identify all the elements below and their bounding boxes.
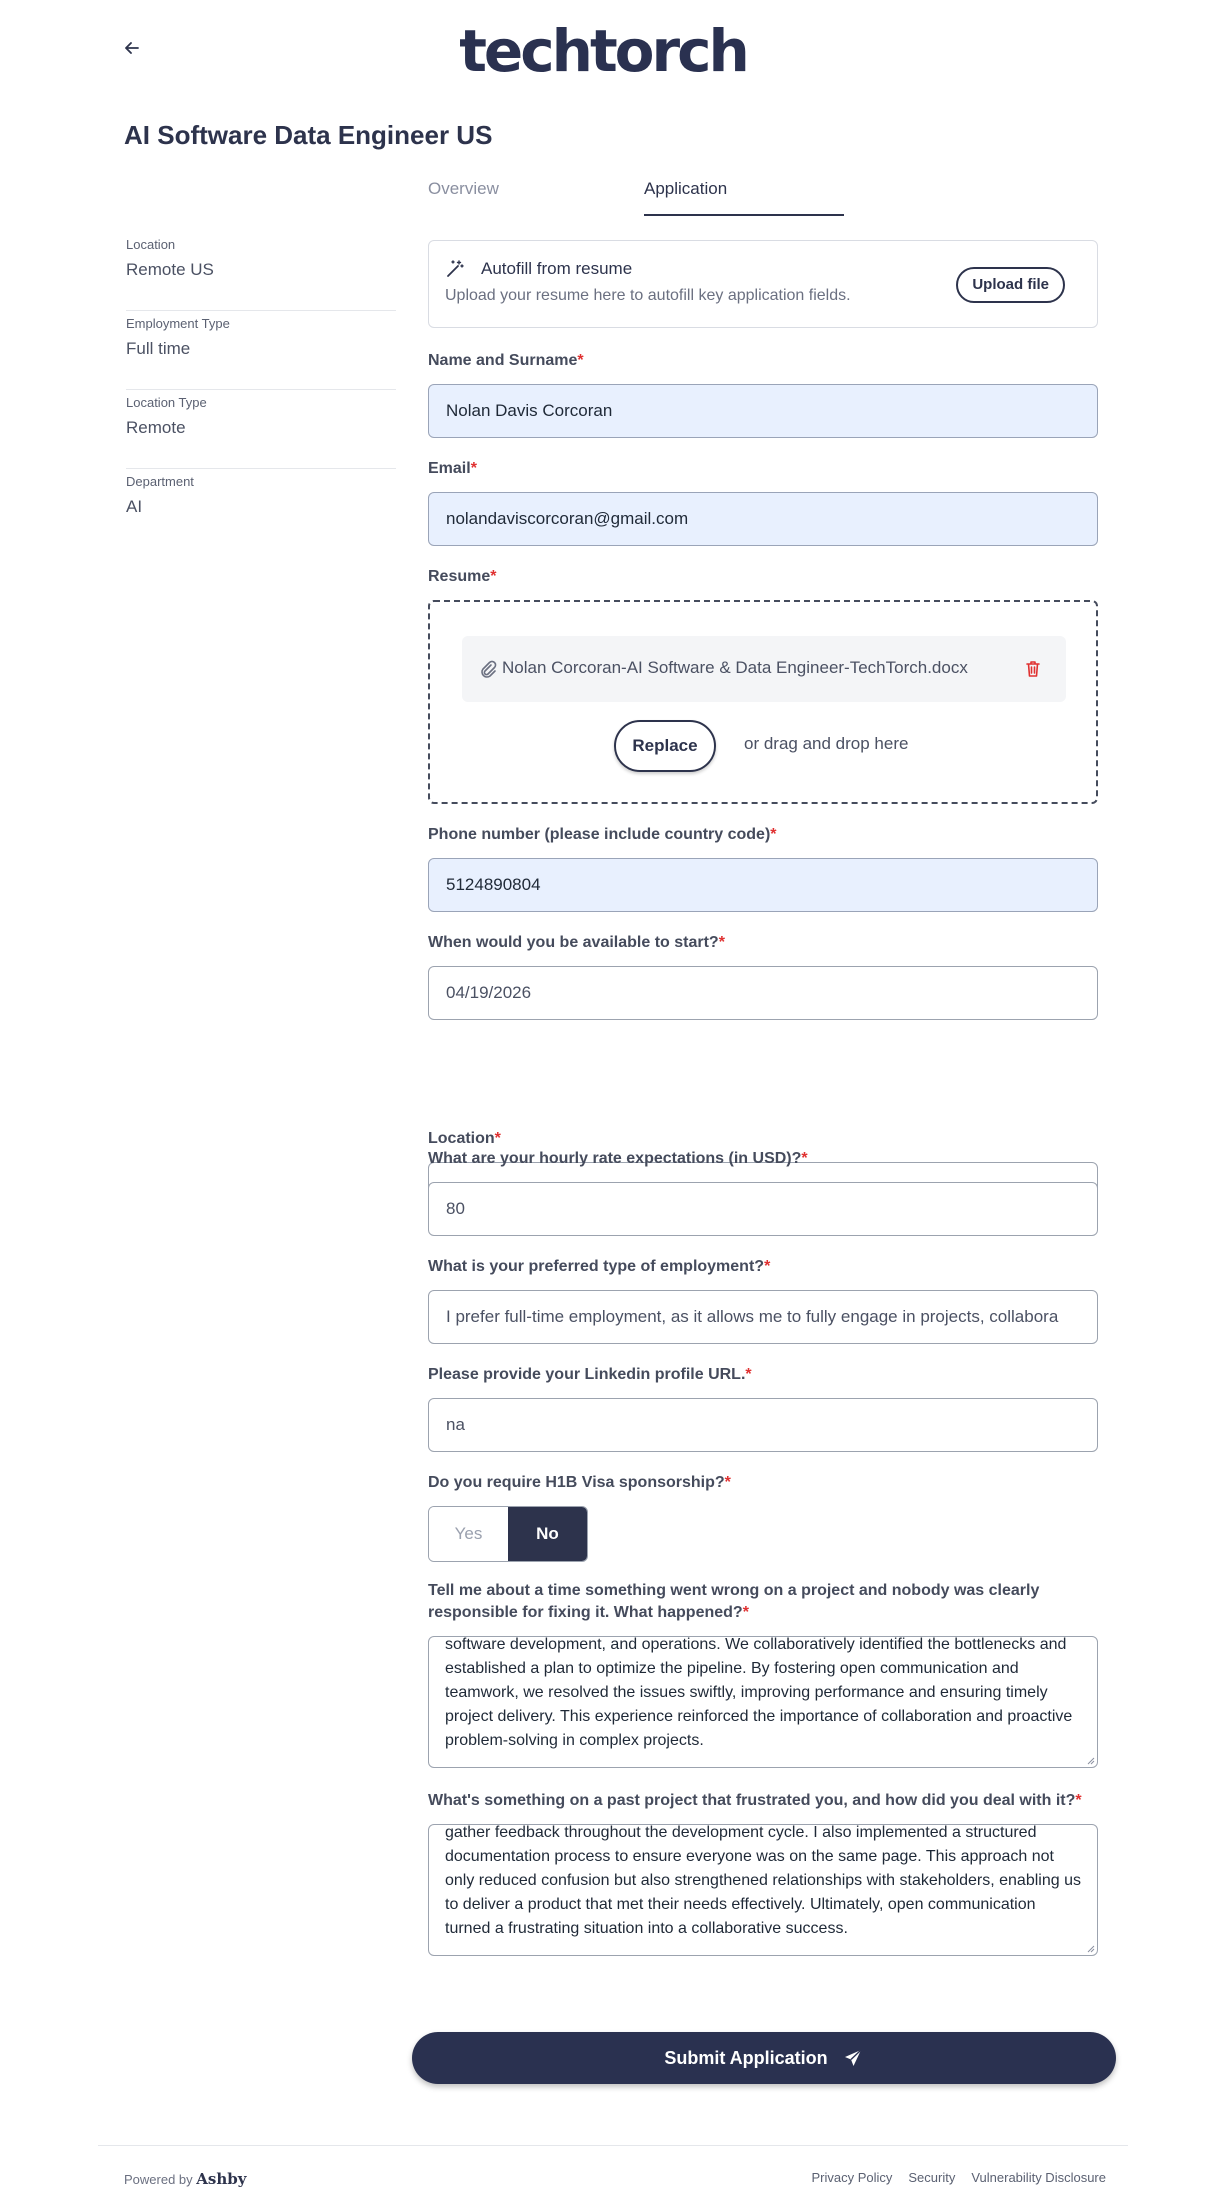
field-label: Tell me about a time something went wrong on a project and nobody was clearly responsible for fixing it. What happened?* bbox=[428, 1582, 1040, 1621]
email-field-group bbox=[428, 458, 1098, 546]
field-label: Email* bbox=[428, 460, 477, 477]
autofill-panel bbox=[428, 240, 1098, 328]
tab-overview[interactable]: Overview bbox=[428, 179, 499, 198]
phone-input[interactable]: 5124890804 bbox=[428, 858, 1098, 912]
field-label: Resume* bbox=[428, 568, 497, 585]
sidebar-item-value: Full time bbox=[126, 339, 191, 358]
magic-wand-icon bbox=[445, 259, 465, 279]
page-title: AI Software Data Engineer US bbox=[124, 120, 493, 150]
sidebar-item-employment-type bbox=[126, 311, 396, 390]
visa-field-group bbox=[428, 1472, 1098, 1562]
autofill-title: Autofill from resume bbox=[481, 259, 633, 278]
uploaded-file bbox=[462, 636, 1066, 702]
visa-yes-option[interactable]: Yes bbox=[429, 1507, 508, 1561]
visa-no-option[interactable]: No bbox=[508, 1507, 587, 1561]
required-asterisk: * bbox=[470, 460, 477, 477]
paperclip-icon bbox=[478, 659, 498, 679]
name-input[interactable]: Nolan Davis Corcoran bbox=[428, 384, 1098, 438]
vulnerability-disclosure-link[interactable]: Vulnerability Disclosure bbox=[971, 2170, 1106, 2185]
resume-field-group bbox=[428, 566, 1098, 804]
resume-dropzone[interactable] bbox=[428, 600, 1098, 804]
footer-links bbox=[811, 2170, 1106, 2185]
required-asterisk: * bbox=[718, 934, 725, 951]
field-label: What are your hourly rate expectations (in USD)?* bbox=[428, 1150, 808, 1167]
ashby-logo[interactable]: Ashby bbox=[196, 2170, 247, 2188]
linkedin-input[interactable]: na bbox=[428, 1398, 1098, 1452]
field-label: Do you require H1B Visa sponsorship?* bbox=[428, 1474, 731, 1491]
hourly-rate-input[interactable]: 80 bbox=[428, 1182, 1098, 1236]
footer-divider bbox=[98, 2145, 1128, 2146]
powered-by: Powered by Ashby bbox=[124, 2170, 247, 2188]
field-label: What's something on a past project that frustrated you, and how did you deal with it?* bbox=[428, 1792, 1082, 1809]
sidebar-item-value: AI bbox=[126, 497, 143, 516]
submit-label: Submit Application bbox=[664, 2047, 828, 2068]
required-asterisk: * bbox=[1075, 1792, 1082, 1809]
field-label: What is your preferred type of employment?* bbox=[428, 1258, 771, 1275]
required-asterisk: * bbox=[577, 352, 584, 369]
start-date-field-group bbox=[428, 932, 1098, 1020]
field-label: Location* bbox=[428, 1130, 501, 1147]
q-wrong-textarea[interactable] bbox=[428, 1636, 1098, 1768]
linkedin-field-group bbox=[428, 1364, 1098, 1452]
hourly-rate-field-group bbox=[428, 1148, 1098, 1236]
sidebar-item-location bbox=[126, 232, 396, 311]
textarea-text: gather feedback throughout the development cycle. I also implemented a structured documentation process to ensure everyone was on the same page. This approach not only reduced confusion but also strengthened relationships with stakeholders, enabling us to deliver a product that met their needs effectively. Ultimately, open communication turned a frustrating situation into a collaborative success. bbox=[445, 1824, 1081, 1937]
required-asterisk: * bbox=[494, 1130, 501, 1147]
field-label: Phone number (please include country code)* bbox=[428, 826, 777, 843]
required-asterisk: * bbox=[770, 826, 777, 843]
start-date-input[interactable]: 04/19/2026 bbox=[428, 966, 1098, 1020]
textarea-text: software development, and operations. We collaboratively identified the bottlenecks and established a plan to optimize the pipeline. By fostering open communication and teamwork, we resolved the issues swiftly, improving performance and ensuring timely project delivery. This experience reinforced the importance of collaboration and proactive problem-solving in complex projects. bbox=[445, 1636, 1073, 1749]
sidebar-item-label: Location bbox=[126, 237, 176, 252]
phone-field-group bbox=[428, 824, 1098, 912]
sidebar-item-value: Remote bbox=[126, 418, 186, 437]
trash-icon[interactable] bbox=[1022, 658, 1044, 680]
employment-type-input[interactable]: I prefer full-time employment, as it allows me to fully engage in projects, collabora bbox=[428, 1290, 1098, 1344]
autofill-description: Upload your resume here to autofill key application fields. bbox=[445, 287, 851, 304]
replace-resume-button[interactable]: Replace bbox=[614, 720, 716, 772]
job-details-sidebar bbox=[126, 232, 396, 548]
sidebar-item-label: Location Type bbox=[126, 395, 207, 410]
application-form bbox=[428, 240, 1098, 1937]
tab-application[interactable]: Application bbox=[644, 176, 844, 216]
q-frustrated-textarea[interactable] bbox=[428, 1824, 1098, 1956]
employment-type-field-group bbox=[428, 1256, 1098, 1344]
upload-file-button[interactable]: Upload file bbox=[956, 267, 1065, 303]
required-asterisk: * bbox=[801, 1150, 808, 1167]
field-label: Name and Surname* bbox=[428, 352, 584, 369]
sidebar-item-location-type bbox=[126, 390, 396, 469]
name-field-group bbox=[428, 350, 1098, 438]
required-asterisk: * bbox=[742, 1604, 749, 1621]
privacy-policy-link[interactable]: Privacy Policy bbox=[811, 2170, 893, 2185]
q-wrong-field-group bbox=[428, 1580, 1098, 1768]
resume-file-name: Nolan Corcoran-AI Software & Data Engineer-TechTorch.docx bbox=[502, 658, 968, 677]
required-asterisk: * bbox=[745, 1366, 752, 1383]
sidebar-item-value: Remote US bbox=[126, 260, 214, 279]
sidebar-item-label: Department bbox=[126, 474, 194, 489]
resize-grip-icon[interactable] bbox=[1085, 1943, 1095, 1953]
submit-application-button[interactable] bbox=[412, 2032, 1116, 2084]
drag-drop-hint: or drag and drop here bbox=[744, 734, 909, 753]
required-asterisk: * bbox=[490, 568, 497, 585]
visa-toggle bbox=[428, 1506, 588, 1562]
resize-grip-icon[interactable] bbox=[1085, 1755, 1095, 1765]
tab-bar bbox=[428, 176, 848, 218]
required-asterisk: * bbox=[764, 1258, 771, 1275]
q-frustrated-field-group bbox=[428, 1790, 1098, 1956]
send-icon bbox=[842, 2047, 864, 2069]
sidebar-item-department bbox=[126, 469, 396, 548]
security-link[interactable]: Security bbox=[908, 2170, 956, 2185]
email-input[interactable]: nolandaviscorcoran@gmail.com bbox=[428, 492, 1098, 546]
sidebar-item-label: Employment Type bbox=[126, 316, 230, 331]
required-asterisk: * bbox=[724, 1474, 731, 1491]
company-logo: techtorch bbox=[459, 17, 747, 85]
field-label: When would you be available to start?* bbox=[428, 934, 725, 951]
field-label: Please provide your Linkedin profile URL.* bbox=[428, 1366, 752, 1383]
